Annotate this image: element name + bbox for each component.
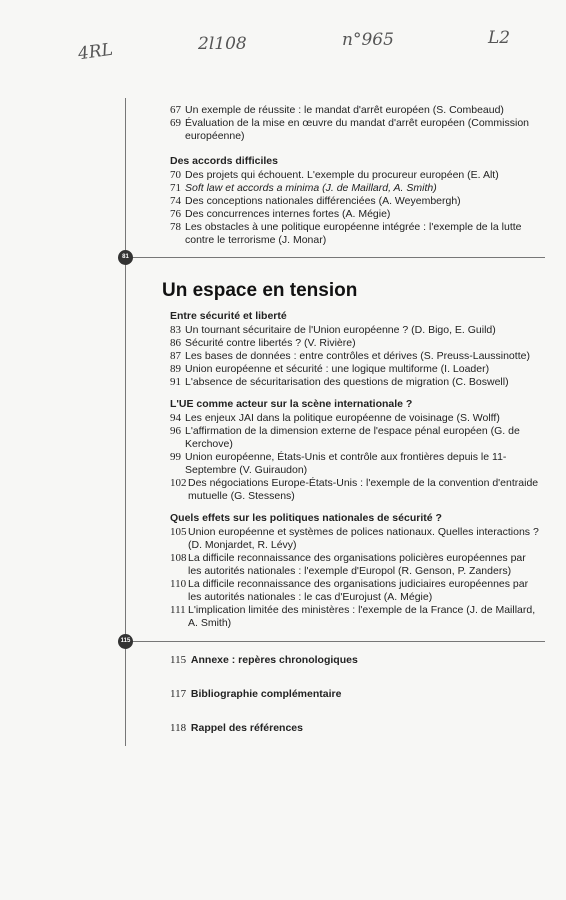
entry-title: Sécurité contre libertés ? (V. Rivière)	[185, 337, 356, 349]
handwritten-note-3: n°965	[342, 30, 394, 50]
entry-title: Annexe : repères chronologiques	[190, 654, 358, 666]
toc-entry	[170, 208, 530, 221]
toc-entry	[170, 104, 530, 117]
handwritten-note-4: L2	[488, 28, 511, 48]
entry-title: Des concurrences internes fortes (A. Mégie)	[185, 208, 391, 220]
toc-entry	[170, 376, 540, 389]
page-number: 83	[170, 324, 181, 336]
page-number: 115	[170, 654, 187, 666]
page-number: 96	[170, 425, 181, 437]
page-number: 91	[170, 376, 181, 388]
page-number: 118	[170, 722, 187, 734]
page-number: 108	[170, 552, 187, 564]
entry-title: La difficile reconnaissance des organisations judiciaires européennes par les autorités nationales : le cas d'Eurojust (A. Mégie)	[188, 578, 529, 603]
toc-entry	[170, 425, 540, 451]
entry-title: Un tournant sécuritaire de l'Union européenne ? (D. Bigo, E. Guild)	[185, 324, 496, 336]
page-number: 76	[170, 208, 181, 220]
toc-entry	[170, 117, 530, 143]
page-number: 67	[170, 104, 181, 116]
entry-title: Soft law et accords a minima (J. de Maillard, A. Smith)	[185, 182, 437, 194]
toc-entry	[170, 363, 540, 376]
page-number: 99	[170, 451, 181, 463]
handwritten-note-2: 2l108	[198, 34, 247, 54]
toc-entry	[170, 451, 540, 477]
entry-title: Des conceptions nationales différenciées (A. Weyembergh)	[185, 195, 461, 207]
page-marker-115: 115	[118, 634, 133, 649]
toc-entry	[170, 324, 540, 337]
toc-entry	[170, 604, 540, 630]
entry-title: Un exemple de réussite : le mandat d'arrêt européen (S. Combeaud)	[185, 104, 504, 116]
page-number: 87	[170, 350, 181, 362]
toc-section-1	[170, 104, 530, 247]
toc-entry	[170, 221, 530, 247]
toc-entry	[170, 195, 530, 208]
page-number: 94	[170, 412, 181, 424]
subsection-title: Des accords difficiles	[170, 155, 278, 167]
chapter-heading: Un espace en tension	[162, 280, 358, 301]
entry-title: L'implication limitée des ministères : l'exemple de la France (J. de Maillard, A. Smith)	[188, 604, 536, 629]
page-number: 89	[170, 363, 181, 375]
entry-title: L'absence de sécuritarisation des questions de migration (C. Boswell)	[185, 376, 509, 388]
page-number: 69	[170, 117, 181, 129]
entry-title: Union européenne et sécurité : une logique multiforme (I. Loader)	[185, 363, 490, 375]
entry-title: Évaluation de la mise en œuvre du mandat d'arrêt européen (Commission européenne)	[185, 117, 530, 142]
subsection-title: Quels effets sur les politiques nationales de sécurité ?	[170, 512, 442, 524]
section-divider-1	[125, 257, 545, 258]
page-number: 105	[170, 526, 187, 538]
subsection-title: L'UE comme acteur sur la scène internationale ?	[170, 398, 413, 410]
entry-title: Des négociations Europe-États-Unis : l'exemple de la convention d'entraide mutuelle (G. Stessens)	[188, 477, 539, 502]
page-number: 117	[170, 688, 187, 700]
toc-section-2	[170, 310, 540, 630]
page-number: 110	[170, 578, 187, 590]
entry-title: Union européenne et systèmes de polices nationaux. Quelles interactions ? (D. Monjardet, R. Lévy)	[188, 526, 539, 551]
toc-entry	[170, 412, 540, 425]
toc-entry	[170, 169, 530, 182]
subsection-title: Entre sécurité et liberté	[170, 310, 287, 322]
toc-entry	[170, 182, 530, 195]
entry-title: Bibliographie complémentaire	[190, 688, 342, 700]
entry-title: Les bases de données : entre contrôles et dérives (S. Preuss-Laussinotte)	[185, 350, 530, 362]
toc-entry	[170, 477, 540, 503]
page-number: 78	[170, 221, 181, 233]
toc-entry	[170, 526, 540, 552]
page-number: 111	[170, 604, 186, 616]
appendix-entry	[170, 688, 341, 700]
entry-title: La difficile reconnaissance des organisations policières européennes par les autorités nationales : l'exemple d'Europol (R. Genson, P. Zanders)	[188, 552, 526, 577]
entry-title: Union européenne, États-Unis et contrôle aux frontières depuis le 11-Septembre (V. Guiraudon)	[185, 451, 507, 476]
entry-title: Des projets qui échouent. L'exemple du procureur européen (E. Alt)	[185, 169, 499, 181]
entry-title: Rappel des références	[190, 722, 303, 734]
page-number: 71	[170, 182, 181, 194]
entry-title: L'affirmation de la dimension externe de l'espace pénal européen (G. de Kerchove)	[185, 425, 520, 450]
toc-entry	[170, 337, 540, 350]
page-number: 102	[170, 477, 187, 489]
page-number: 74	[170, 195, 181, 207]
handwritten-note-1: 4RL	[76, 39, 115, 65]
appendix-entry	[170, 722, 303, 734]
page-number: 70	[170, 169, 181, 181]
toc-entry	[170, 552, 540, 578]
page-marker-81: 81	[118, 250, 133, 265]
entry-title: Les enjeux JAI dans la politique européenne de voisinage (S. Wolff)	[185, 412, 500, 424]
appendix-entry	[170, 654, 358, 666]
toc-entry	[170, 350, 540, 363]
page-number: 86	[170, 337, 181, 349]
entry-title: Les obstacles à une politique européenne intégrée : l'exemple de la lutte contre le terrorisme (J. Monar)	[185, 221, 522, 246]
section-divider-2	[125, 641, 545, 642]
toc-entry	[170, 578, 540, 604]
